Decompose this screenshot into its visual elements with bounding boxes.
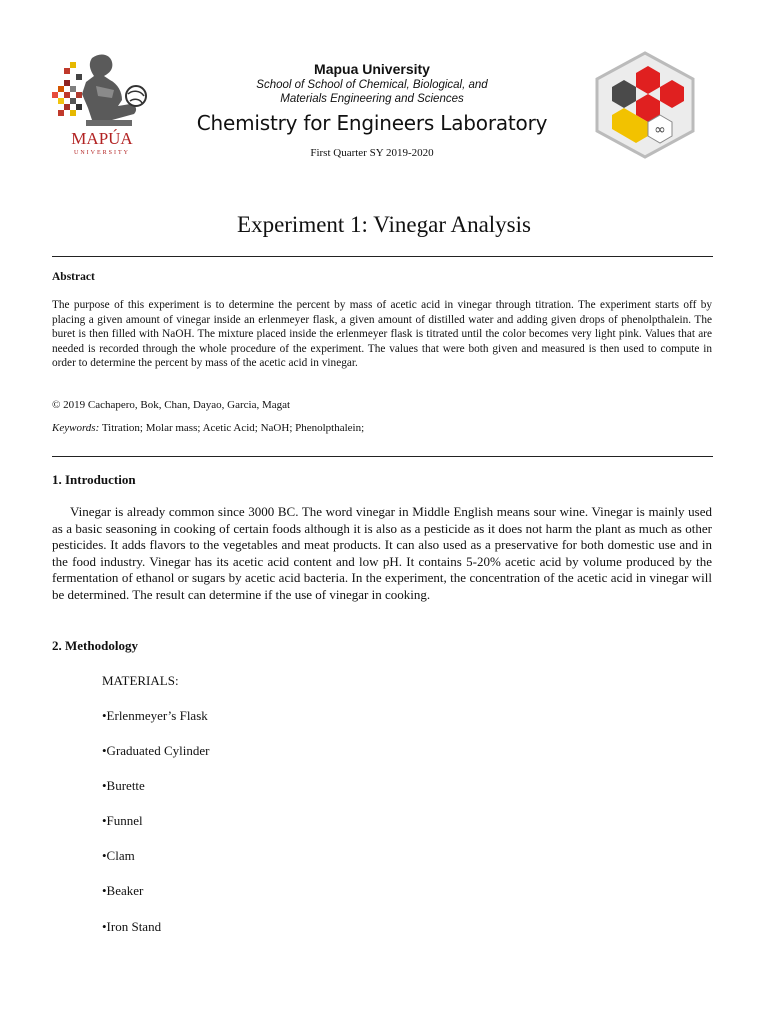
keywords-label: Keywords: bbox=[52, 421, 100, 434]
introduction-section bbox=[52, 472, 712, 604]
mapua-wordmark: MAPÚA bbox=[71, 129, 133, 148]
material-item: •Beaker bbox=[102, 883, 144, 898]
materials-label: MATERIALS: bbox=[102, 673, 179, 688]
introduction-heading: 1. Introduction bbox=[52, 472, 136, 487]
material-item: •Erlenmeyer’s Flask bbox=[102, 708, 208, 723]
methodology-heading: 2. Methodology bbox=[52, 638, 138, 653]
mapua-emblem-icon bbox=[52, 46, 152, 158]
divider-top bbox=[52, 256, 713, 257]
mapua-logo bbox=[52, 46, 152, 158]
school-hexagon-logo bbox=[586, 50, 704, 160]
university-name: Mapua University bbox=[314, 61, 430, 77]
school-line-1: School of School of Chemical, Biological, and bbox=[256, 79, 488, 91]
lab-title: Chemistry for Engineers Laboratory bbox=[196, 111, 548, 135]
material-item: •Funnel bbox=[102, 813, 143, 828]
introduction-body: Vinegar is already common since 3000 BC. The word vinegar in Middle English means sour wine. Vinegar is mainly used as a basic seasoning in cooking of certain foods although it is also as a pesticide as it does not harm the plant as much as other pesticides. It adds flavors to the vegetables and meat products. It can also used as a preservative for both domestic use and in the food industry. Vinegar has its acetic acid content and low pH. It contains 5-20% acetic acid by volume produced by the fermentation of ethanol or sugars by acetic acid bacteria. In the experiment, the concentration of the acetic acid in vinegar will be determined. The result can determine if the use of vinegar in cooking. bbox=[52, 504, 712, 602]
material-item: •Burette bbox=[102, 778, 145, 793]
methodology-section bbox=[52, 638, 712, 654]
header-block bbox=[170, 60, 574, 160]
abstract-heading: Abstract bbox=[52, 271, 95, 283]
material-item: •Graduated Cylinder bbox=[102, 743, 210, 758]
copyright-line: © 2019 Cachapero, Bok, Chan, Dayao, Garcia, Magat bbox=[52, 398, 291, 411]
mapua-wordmark-sub: UNIVERSITY bbox=[74, 150, 130, 156]
divider-bottom bbox=[52, 456, 713, 457]
material-item: •Clam bbox=[102, 848, 135, 863]
abstract-section bbox=[52, 271, 712, 435]
quarter-label: First Quarter SY 2019-2020 bbox=[310, 147, 434, 159]
keywords-values: Titration; Molar mass; Acetic Acid; NaOH; Phenolpthalein; bbox=[101, 421, 365, 434]
keywords-line bbox=[52, 421, 712, 435]
svg-text:∞: ∞ bbox=[654, 122, 666, 138]
school-line-2: Materials Engineering and Sciences bbox=[280, 93, 464, 105]
material-item: •Iron Stand bbox=[102, 919, 162, 934]
hexagon-emblem-icon bbox=[586, 50, 704, 160]
experiment-title: Experiment 1: Vinegar Analysis bbox=[237, 212, 531, 237]
abstract-body: The purpose of this experiment is to determine the percent by mass of acetic acid in vinegar through titration. The experiment starts off by placing a given amount of vinegar inside an erlenmeyer flask, a given amount of distilled water and adding given drops of phenolpthalein. The buret is then filled with NaOH. The mixture placed inside the erlenmeyer flask is titrated until the color becomes very light pink. Values that are needed is recorded through the whole procedure of the experiment. The values that were both given and measured is then used to compute in order to determine the percent by mass of the acetic acid in vinegar. bbox=[52, 299, 712, 369]
